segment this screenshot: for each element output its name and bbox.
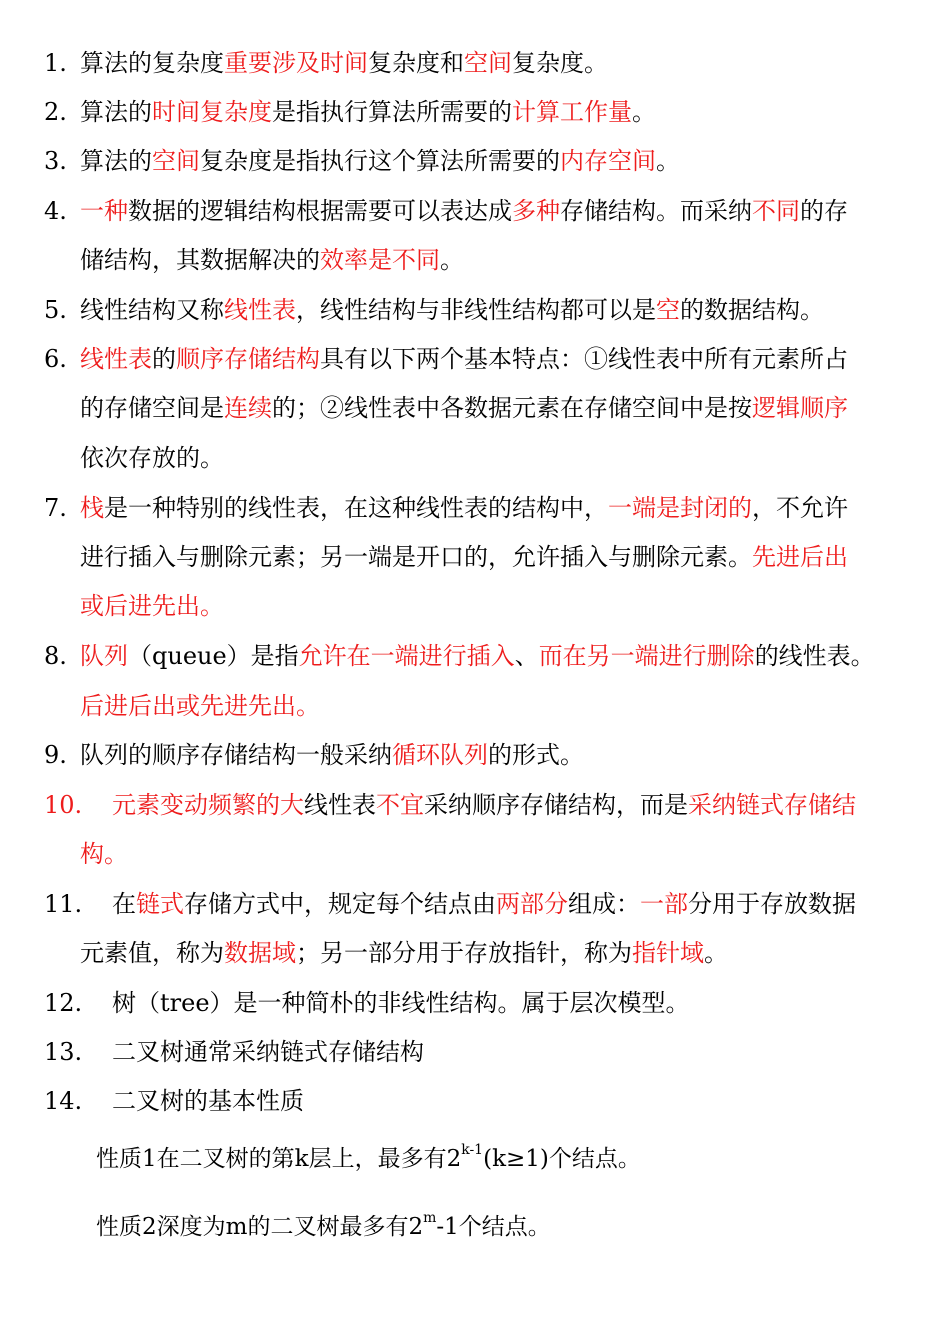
highlighted-term: 空间: [464, 49, 512, 77]
property-1-exponent: k-1: [461, 1142, 484, 1158]
text-run: 二叉树的基本性质: [112, 1087, 304, 1115]
property-1-text: 性质1在二叉树的第k层上，最多有2: [96, 1146, 462, 1172]
highlighted-term: 计算工作量: [512, 98, 632, 126]
highlighted-term: 一部: [640, 890, 688, 918]
item-text: [80, 488, 848, 528]
text-run: 元素值，称为: [80, 939, 224, 967]
item-number: 6.: [44, 345, 67, 373]
highlighted-term: 线性表: [80, 345, 152, 373]
item-text: [112, 785, 856, 825]
text-run: 存储方式中，规定每个结点由: [184, 890, 496, 918]
item-number: 11.: [44, 890, 83, 918]
item-text: [112, 1032, 424, 1072]
item-text: [80, 537, 848, 577]
property-2-text: 性质2深度为m的二叉树最多有2: [96, 1214, 424, 1240]
list-item-8-line-2: [0, 686, 950, 726]
text-run: 。: [632, 98, 656, 126]
item-text: [80, 92, 656, 132]
property-1: [96, 1139, 641, 1179]
highlighted-term: 元素变动频繁的大: [112, 791, 304, 819]
list-item-10-line-2: [0, 834, 950, 874]
text-run: （queue）是指: [128, 642, 299, 670]
text-run: 的存储空间是: [80, 394, 224, 422]
list-item-7-line-1: [0, 488, 950, 528]
item-text: [112, 983, 690, 1023]
text-run: 复杂度是指执行这个算法所需要的: [200, 147, 560, 175]
item-text: [80, 240, 464, 280]
text-run: 采纳顺序存储结构，而是: [424, 791, 688, 819]
highlighted-term: 不宜: [376, 791, 424, 819]
text-run: 的形式。: [488, 741, 584, 769]
highlighted-term: 两部分: [496, 890, 568, 918]
list-item-3-line-1: [0, 141, 950, 181]
highlighted-term: 多种: [512, 197, 560, 225]
list-item-4-line-2: [0, 240, 950, 280]
highlighted-term: 而在另一端进行删除: [538, 642, 755, 670]
highlighted-term: 后进后出或先进先出。: [80, 692, 320, 720]
item-number: 9.: [44, 741, 67, 769]
item-text: [112, 1081, 304, 1121]
list-item-12-line-1: [0, 983, 950, 1023]
text-run: 算法的: [80, 98, 152, 126]
text-run: 。: [440, 246, 464, 274]
list-item-6-line-2: [0, 388, 950, 428]
list-item-5-line-1: [0, 290, 950, 330]
item-text: [80, 735, 584, 775]
text-run: 的: [152, 345, 176, 373]
text-run: 组成：: [568, 890, 640, 918]
text-run: 队列的顺序存储结构一般采纳: [80, 741, 392, 769]
property-1-suffix: (k≥1)个结点。: [483, 1146, 641, 1172]
list-item-8-line-1: [0, 636, 950, 676]
highlighted-term: 指针域: [632, 939, 704, 967]
text-run: 的数据结构。: [680, 296, 824, 324]
item-text: [80, 686, 320, 726]
highlighted-term: 时间复杂度: [152, 98, 272, 126]
text-run: 依次存放的。: [80, 444, 224, 472]
text-run: 。: [704, 939, 728, 967]
highlighted-term: 数据域: [224, 939, 296, 967]
list-item-11-line-1: [0, 884, 950, 924]
text-run: 二叉树通常采纳链式存储结构: [112, 1038, 424, 1066]
list-item-14-line-1: [0, 1081, 950, 1121]
highlighted-term: 线性表: [224, 296, 296, 324]
item-text: [112, 884, 856, 924]
highlighted-term: 一端是封闭的: [608, 494, 752, 522]
item-text: [80, 438, 224, 478]
property-2-suffix: -1个结点。: [436, 1214, 551, 1240]
text-run: 是指执行算法所需要的: [272, 98, 512, 126]
text-run: 是一种特别的线性表，在这种线性表的结构中，: [104, 494, 608, 522]
text-run: 线性结构又称: [80, 296, 224, 324]
property-2-exponent: m: [423, 1210, 437, 1226]
list-item-13-line-1: [0, 1032, 950, 1072]
text-run: 分用于存放数据: [688, 890, 856, 918]
text-run: 。: [656, 147, 680, 175]
item-number: 10.: [44, 791, 83, 819]
item-number: 12.: [44, 989, 83, 1017]
list-item-6-line-1: [0, 339, 950, 379]
highlighted-term: 采纳链式存储结: [688, 791, 856, 819]
highlighted-term: 内存空间: [560, 147, 656, 175]
item-number: 1.: [44, 49, 67, 77]
item-text: [80, 339, 848, 379]
item-text: [80, 388, 848, 428]
highlighted-term: 不同: [752, 197, 800, 225]
item-number: 14.: [44, 1087, 83, 1115]
highlighted-term: 一种: [80, 197, 128, 225]
item-number: 7.: [44, 494, 67, 522]
list-item-9-line-1: [0, 735, 950, 775]
text-run: 、: [514, 642, 539, 670]
property-2: [96, 1207, 551, 1247]
highlighted-term: 构。: [80, 840, 128, 868]
text-run: 树（tree）是一种简朴的非线性结构。属于层次模型。: [112, 989, 690, 1017]
item-text: [80, 636, 875, 676]
item-number: 5.: [44, 296, 67, 324]
highlighted-term: 空: [656, 296, 680, 324]
text-run: 算法的复杂度: [80, 49, 224, 77]
item-text: [80, 834, 128, 874]
text-run: 的线性表。: [754, 642, 875, 670]
text-run: ，线性结构与非线性结构都可以是: [296, 296, 656, 324]
highlighted-term: 效率是不同: [320, 246, 440, 274]
text-run: 算法的: [80, 147, 152, 175]
item-number: 13.: [44, 1038, 83, 1066]
list-item-7-line-3: [0, 586, 950, 626]
list-item-4-line-1: [0, 191, 950, 231]
list-item-6-line-3: [0, 438, 950, 478]
text-run: 具有以下两个基本特点：①线性表中所有元素所占: [320, 345, 848, 373]
text-run: ；另一部分用于存放指针，称为: [296, 939, 632, 967]
highlighted-term: 先进后出: [752, 543, 848, 571]
highlighted-term: 重要涉及时间: [224, 49, 368, 77]
list-item-1-line-1: [0, 43, 950, 83]
highlighted-term: 链式: [136, 890, 184, 918]
text-run: 的存: [800, 197, 848, 225]
list-item-2-line-1: [0, 92, 950, 132]
highlighted-term: 栈: [80, 494, 104, 522]
text-run: 存储结构。而采纳: [560, 197, 752, 225]
text-run: 进行插入与删除元素；另一端是开口的，允许插入与删除元素。: [80, 543, 752, 571]
highlighted-term: 或后进先出。: [80, 592, 224, 620]
item-text: [80, 191, 848, 231]
list-item-7-line-2: [0, 537, 950, 577]
text-run: 复杂度和: [368, 49, 464, 77]
item-text: [80, 43, 608, 83]
highlighted-term: 顺序存储结构: [176, 345, 320, 373]
item-text: [80, 141, 680, 181]
item-number: 2.: [44, 98, 67, 126]
text-run: 复杂度。: [512, 49, 608, 77]
highlighted-term: 逻辑顺序: [752, 394, 848, 422]
text-run: 线性表: [304, 791, 376, 819]
item-text: [80, 933, 728, 973]
list-item-10-line-1: [0, 785, 950, 825]
highlighted-term: 连续: [224, 394, 272, 422]
item-number: 4.: [44, 197, 67, 225]
text-run: 在: [112, 890, 136, 918]
text-run: 数据的逻辑结构根据需要可以表达成: [128, 197, 512, 225]
text-run: 储结构，其数据解决的: [80, 246, 320, 274]
list-item-11-line-2: [0, 933, 950, 973]
item-text: [80, 586, 224, 626]
highlighted-term: 允许在一端进行插入: [298, 642, 515, 670]
text-run: 的；②线性表中各数据元素在存储空间中是按: [272, 394, 752, 422]
item-text: [80, 290, 824, 330]
highlighted-term: 空间: [152, 147, 200, 175]
highlighted-term: 循环队列: [392, 741, 488, 769]
item-number: 3.: [44, 147, 67, 175]
highlighted-term: 队列: [80, 642, 128, 670]
text-run: ，不允许: [752, 494, 848, 522]
item-number: 8.: [44, 642, 67, 670]
